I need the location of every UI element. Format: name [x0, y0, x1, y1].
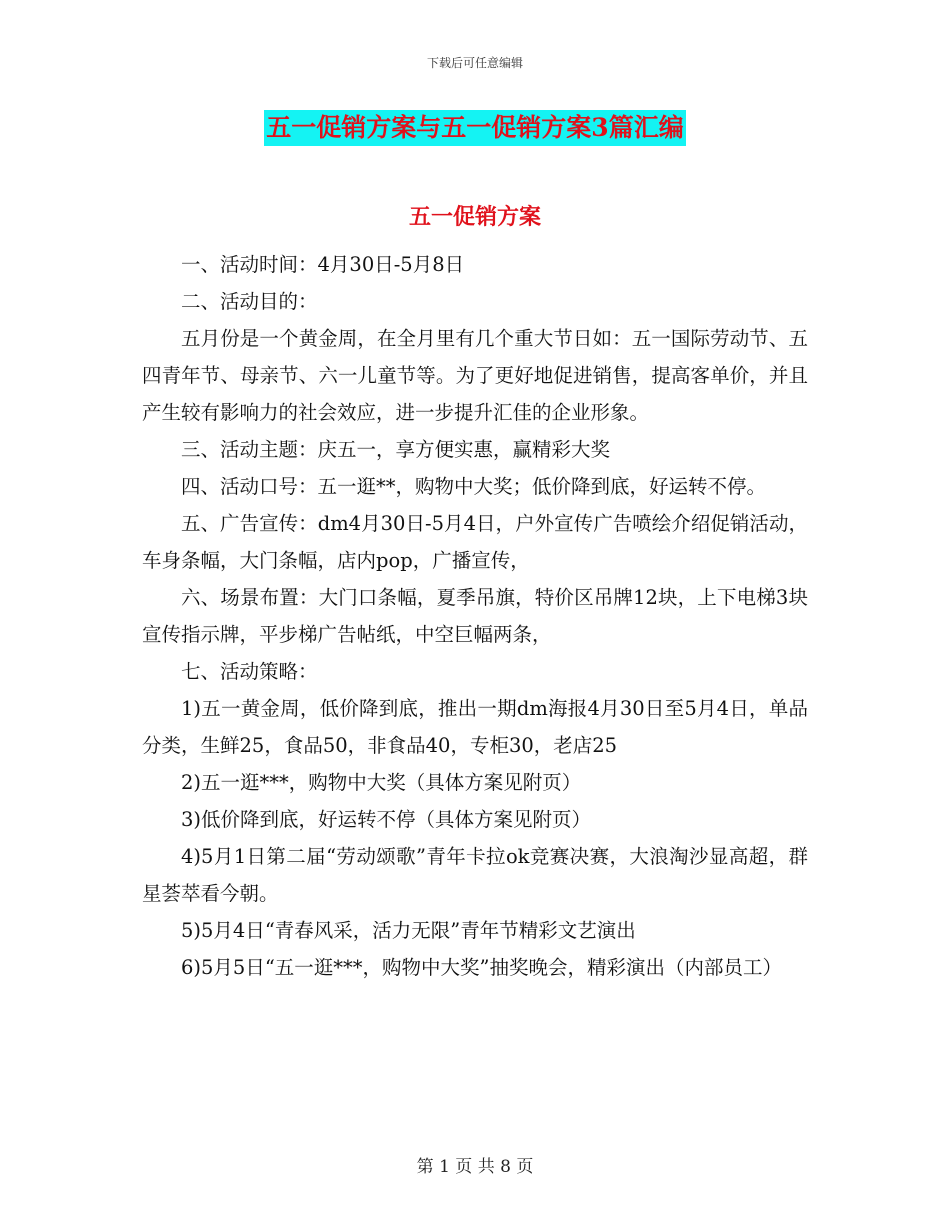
page-header-note: 下载后可任意编辑: [426, 56, 523, 70]
paragraph-scene-layout: 六、场景布置：大门口条幅，夏季吊旗，特价区吊牌12块，上下电梯3块宣传指示牌，平步梯广告帖纸，中空巨幅两条，: [142, 586, 808, 646]
paragraph-strategy-5: 5)5月4日“青春风采，活力无限”青年节精彩文艺演出: [181, 919, 636, 942]
paragraph-activity-purpose-heading: 二、活动目的：: [181, 290, 318, 313]
document-title: [0, 110, 950, 146]
paragraph-strategy-2: 2)五一逛***，购物中大奖（具体方案见附页）: [181, 771, 582, 794]
page-number-footer: 第 1 页 共 8 页: [416, 1157, 534, 1177]
document-title-text: 五一促销方案与五一促销方案3篇汇编: [264, 110, 685, 146]
document-body: [142, 246, 808, 986]
paragraph-strategy-1: 1)五一黄金周，低价降到底，推出一期dm海报4月30日至5月4日，单品分类，生鲜25，食品50，非食品40，专柜30，老店25: [142, 697, 808, 757]
paragraph-activity-time: 一、活动时间：4月30日-5月8日: [181, 253, 465, 276]
paragraph-advertising: 五、广告宣传：dm4月30日-5月4日，户外宣传广告喷绘介绍促销活动，车身条幅，大门条幅，店内pop，广播宣传，: [142, 512, 808, 572]
paragraph-strategy-heading: 七、活动策略：: [181, 660, 318, 683]
paragraph-activity-slogan: 四、活动口号：五一逛**，购物中大奖；低价降到底，好运转不停。: [181, 475, 767, 498]
paragraph-strategy-3: 3)低价降到底，好运转不停（具体方案见附页）: [181, 808, 592, 831]
paragraph-strategy-4: 4)5月1日第二届“劳动颂歌”青年卡拉ok竞赛决赛，大浪淘沙显高超，群星荟萃看今朝。: [142, 845, 808, 905]
section-title: 五一促销方案: [408, 204, 541, 230]
paragraph-activity-theme: 三、活动主题：庆五一，享方便实惠，赢精彩大奖: [181, 438, 611, 461]
paragraph-activity-purpose: 五月份是一个黄金周，在全月里有几个重大节日如：五一国际劳动节、五四青年节、母亲节、六一儿童节等。为了更好地促进销售，提高客单价，并且产生较有影响力的社会效应，进一步提升汇佳的企业形象。: [142, 327, 808, 424]
paragraph-strategy-6: 6)5月5日“五一逛***，购物中大奖”抽奖晚会，精彩演出（内部员工）: [181, 956, 783, 979]
